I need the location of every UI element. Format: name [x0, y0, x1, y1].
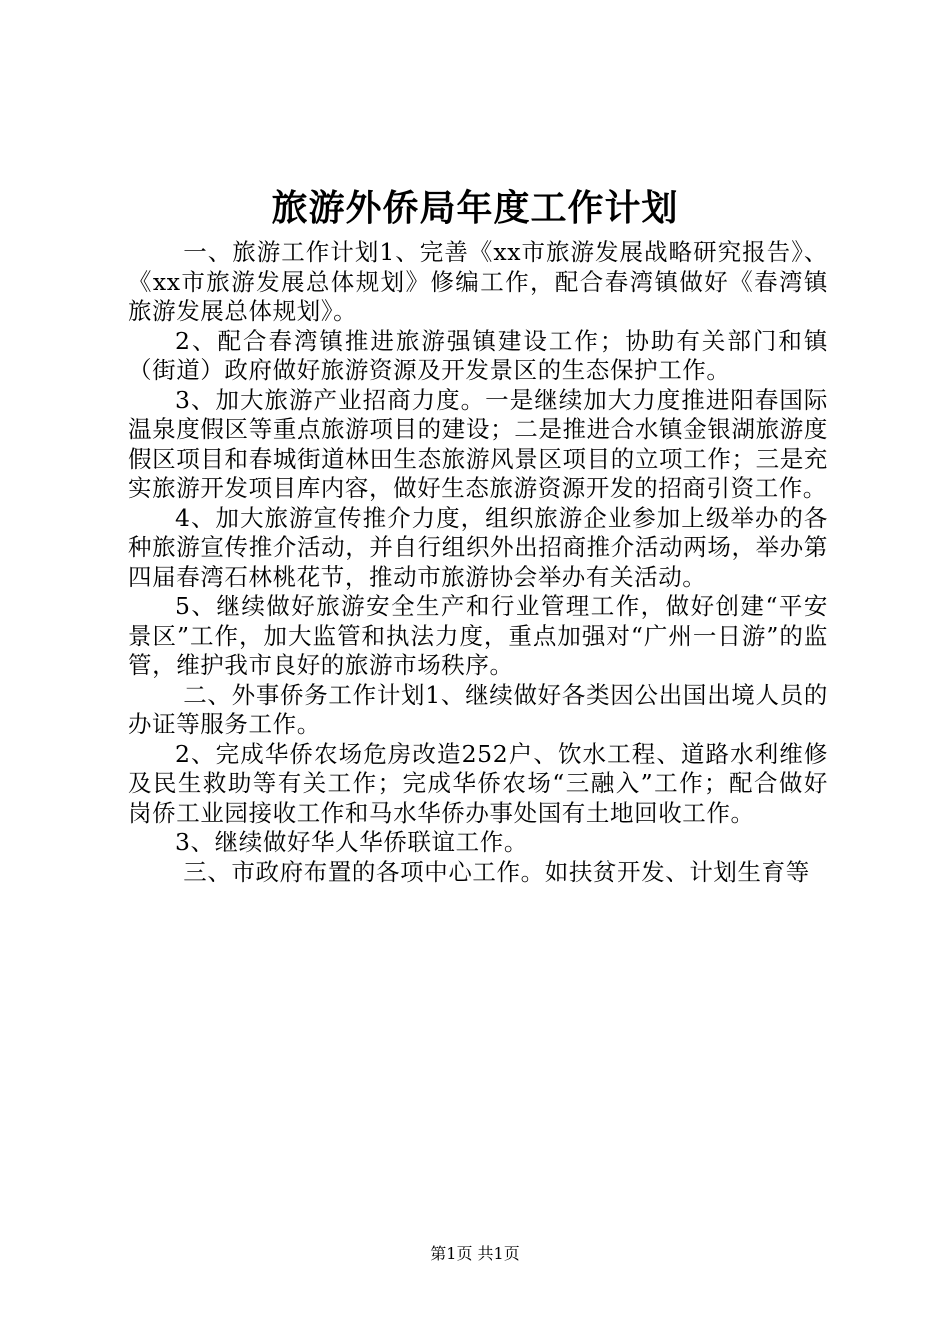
paragraph-investment: 3、加大旅游产业招商力度。一是继续加大力度推进阳春国际温泉度假区等重点旅游项目的建设；二是推进合水镇金银湖旅游度假区项目和春城街道林田生态旅游风景区项目的立项工作；三是充实旅游开发项目库内容，做好生态旅游资源开发的招商引资工作。	[128, 385, 828, 502]
paragraph-central-work: 三、市政府布置的各项中心工作。如扶贫开发、计划生育等	[183, 857, 810, 886]
paragraph-tourism-plan: 一、旅游工作计划1、完善《xx市旅游发展战略研究报告》、《xx市旅游发展总体规划》修编工作，配合春湾镇做好《春湾镇旅游发展总体规划》。	[128, 238, 828, 325]
document-body	[128, 238, 828, 887]
paragraph-overseas-farm: 2、完成华侨农场危房改造252户、饮水工程、道路水利维修及民生救助等有关工作；完成华侨农场“三融入”工作；配合做好岗侨工业园接收工作和马水华侨办事处国有土地回收工作。	[128, 739, 828, 827]
document-title: 旅游外侨局年度工作计划	[271, 187, 679, 229]
page-footer: 第1页 共1页	[430, 1244, 520, 1263]
paragraph-friendship: 3、继续做好华人华侨联谊工作。	[175, 828, 528, 856]
paragraph-safety: 5、继续做好旅游安全生产和行业管理工作，做好创建“平安景区”工作，加大监管和执法力度，重点加强对“广州一日游”的监管，维护我市良好的旅游市场秩序。	[128, 592, 828, 679]
paragraph-tourism-town: 2、配合春湾镇推进旅游强镇建设工作；协助有关部门和镇（街道）政府做好旅游资源及开发景区的生态保护工作。	[128, 326, 828, 384]
paragraph-promotion: 4、加大旅游宣传推介力度，组织旅游企业参加上级举办的各种旅游宣传推介活动，并自行组织外出招商推介活动两场，举办第四届春湾石林桃花节，推动市旅游协会举办有关活动。	[128, 503, 828, 591]
paragraph-foreign-affairs: 二、外事侨务工作计划1、继续做好各类因公出国出境人员的办证等服务工作。	[128, 680, 828, 738]
